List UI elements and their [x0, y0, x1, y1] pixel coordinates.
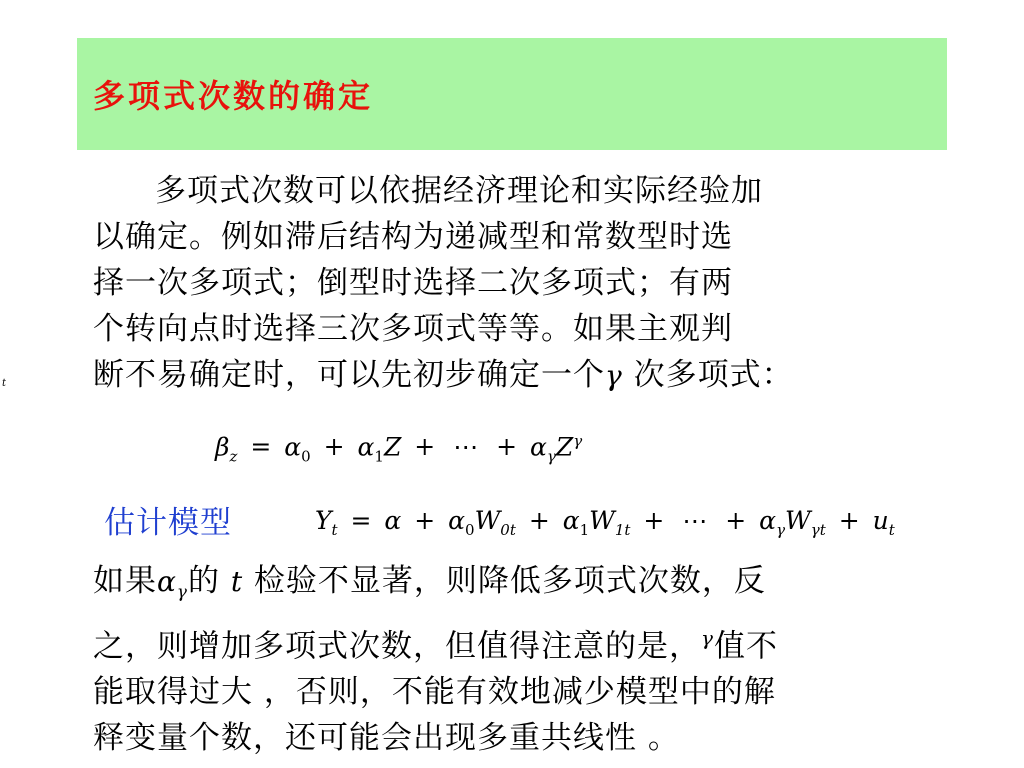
- paragraph-line: 多项式次数可以依据经济理论和实际经验加: [155, 173, 763, 209]
- alpha-gamma-symbol: [157, 565, 188, 602]
- alpha-symbol: α: [530, 432, 547, 462]
- variable-z: Z: [555, 432, 574, 462]
- polynomial-formula: [215, 432, 582, 465]
- subscript: t: [888, 521, 895, 539]
- subscript: γ: [546, 447, 556, 466]
- subscript: t: [331, 521, 338, 539]
- equals-sign: =: [250, 432, 272, 462]
- variable-u: u: [872, 506, 889, 535]
- alpha-symbol: α: [284, 432, 302, 462]
- gamma-symbol: γ: [605, 359, 623, 392]
- variable-w: W: [589, 506, 615, 535]
- beta-symbol: β: [215, 432, 230, 462]
- paragraph-line: 择一次多项式；倒型时选择二次多项式；有两: [93, 265, 733, 301]
- paragraph-text: 的: [187, 563, 231, 599]
- subscript: 0: [301, 447, 311, 466]
- title-bar: [77, 38, 947, 150]
- paragraph-text: 如果: [93, 563, 157, 599]
- variable-y: Y: [315, 506, 332, 535]
- subscript: z: [229, 447, 238, 466]
- side-mark: t: [2, 378, 7, 389]
- plus-sign: +: [414, 506, 436, 535]
- alpha-symbol: α: [157, 565, 177, 598]
- estimation-model-formula: [315, 506, 895, 539]
- equals-sign: =: [350, 506, 372, 535]
- paragraph-line: 断不易确定时，可以先初步确定一个: [93, 357, 605, 393]
- subscript: 1: [374, 447, 384, 466]
- slide-title: 多项式次数的确定: [93, 77, 374, 115]
- alpha-symbol: α: [448, 506, 466, 535]
- subscript: γ: [776, 521, 786, 539]
- ellipsis: ⋯: [453, 432, 479, 462]
- plus-sign: +: [414, 432, 436, 462]
- paragraph-line: 能取得过大 ，否则，不能有效地减少模型中的解: [93, 673, 776, 710]
- paragraph-line: 以确定。例如滞后结构为递减型和常数型时选: [93, 219, 733, 255]
- paragraph-line: 释变量个数，还可能会出现多重共线性 。: [93, 719, 680, 756]
- paragraph-line: 次多项式：: [622, 357, 794, 393]
- alpha-symbol: α: [357, 432, 375, 462]
- alpha-symbol: α: [759, 506, 777, 535]
- variable-w: W: [785, 506, 811, 535]
- alpha-symbol: α: [384, 506, 402, 535]
- ellipsis: ⋯: [682, 506, 708, 535]
- model-label: 估计模型: [104, 505, 232, 541]
- superscript: γ: [573, 432, 583, 450]
- plus-sign: +: [643, 506, 665, 535]
- subscript: 1: [579, 521, 590, 539]
- paragraph-text: 检验不显著，则降低多项式次数，反: [243, 563, 766, 599]
- plus-sign: +: [323, 432, 345, 462]
- plus-sign: +: [725, 506, 747, 535]
- subscript: 0: [465, 521, 475, 539]
- plus-sign: +: [838, 506, 860, 535]
- subscript: γt: [810, 521, 826, 539]
- paragraph-text: 之，则增加多项式次数，但值得注意的是，: [93, 627, 701, 664]
- plus-sign: +: [528, 506, 550, 535]
- gamma-symbol: γ: [701, 625, 714, 650]
- alpha-symbol: α: [562, 506, 580, 535]
- paragraph-conclusion: [93, 558, 778, 761]
- paragraph-line: 个转向点时选择三次多项式等等。如果主观判: [93, 311, 733, 347]
- variable-z: Z: [383, 432, 402, 462]
- variable-w: W: [474, 506, 501, 535]
- paragraph-intro: [93, 168, 794, 399]
- t-symbol: t: [230, 565, 244, 598]
- paragraph-text: 值不: [713, 627, 778, 664]
- subscript: γ: [176, 581, 188, 602]
- plus-sign: +: [496, 432, 518, 462]
- subscript: 0t: [500, 521, 516, 539]
- subscript: 1t: [614, 521, 631, 539]
